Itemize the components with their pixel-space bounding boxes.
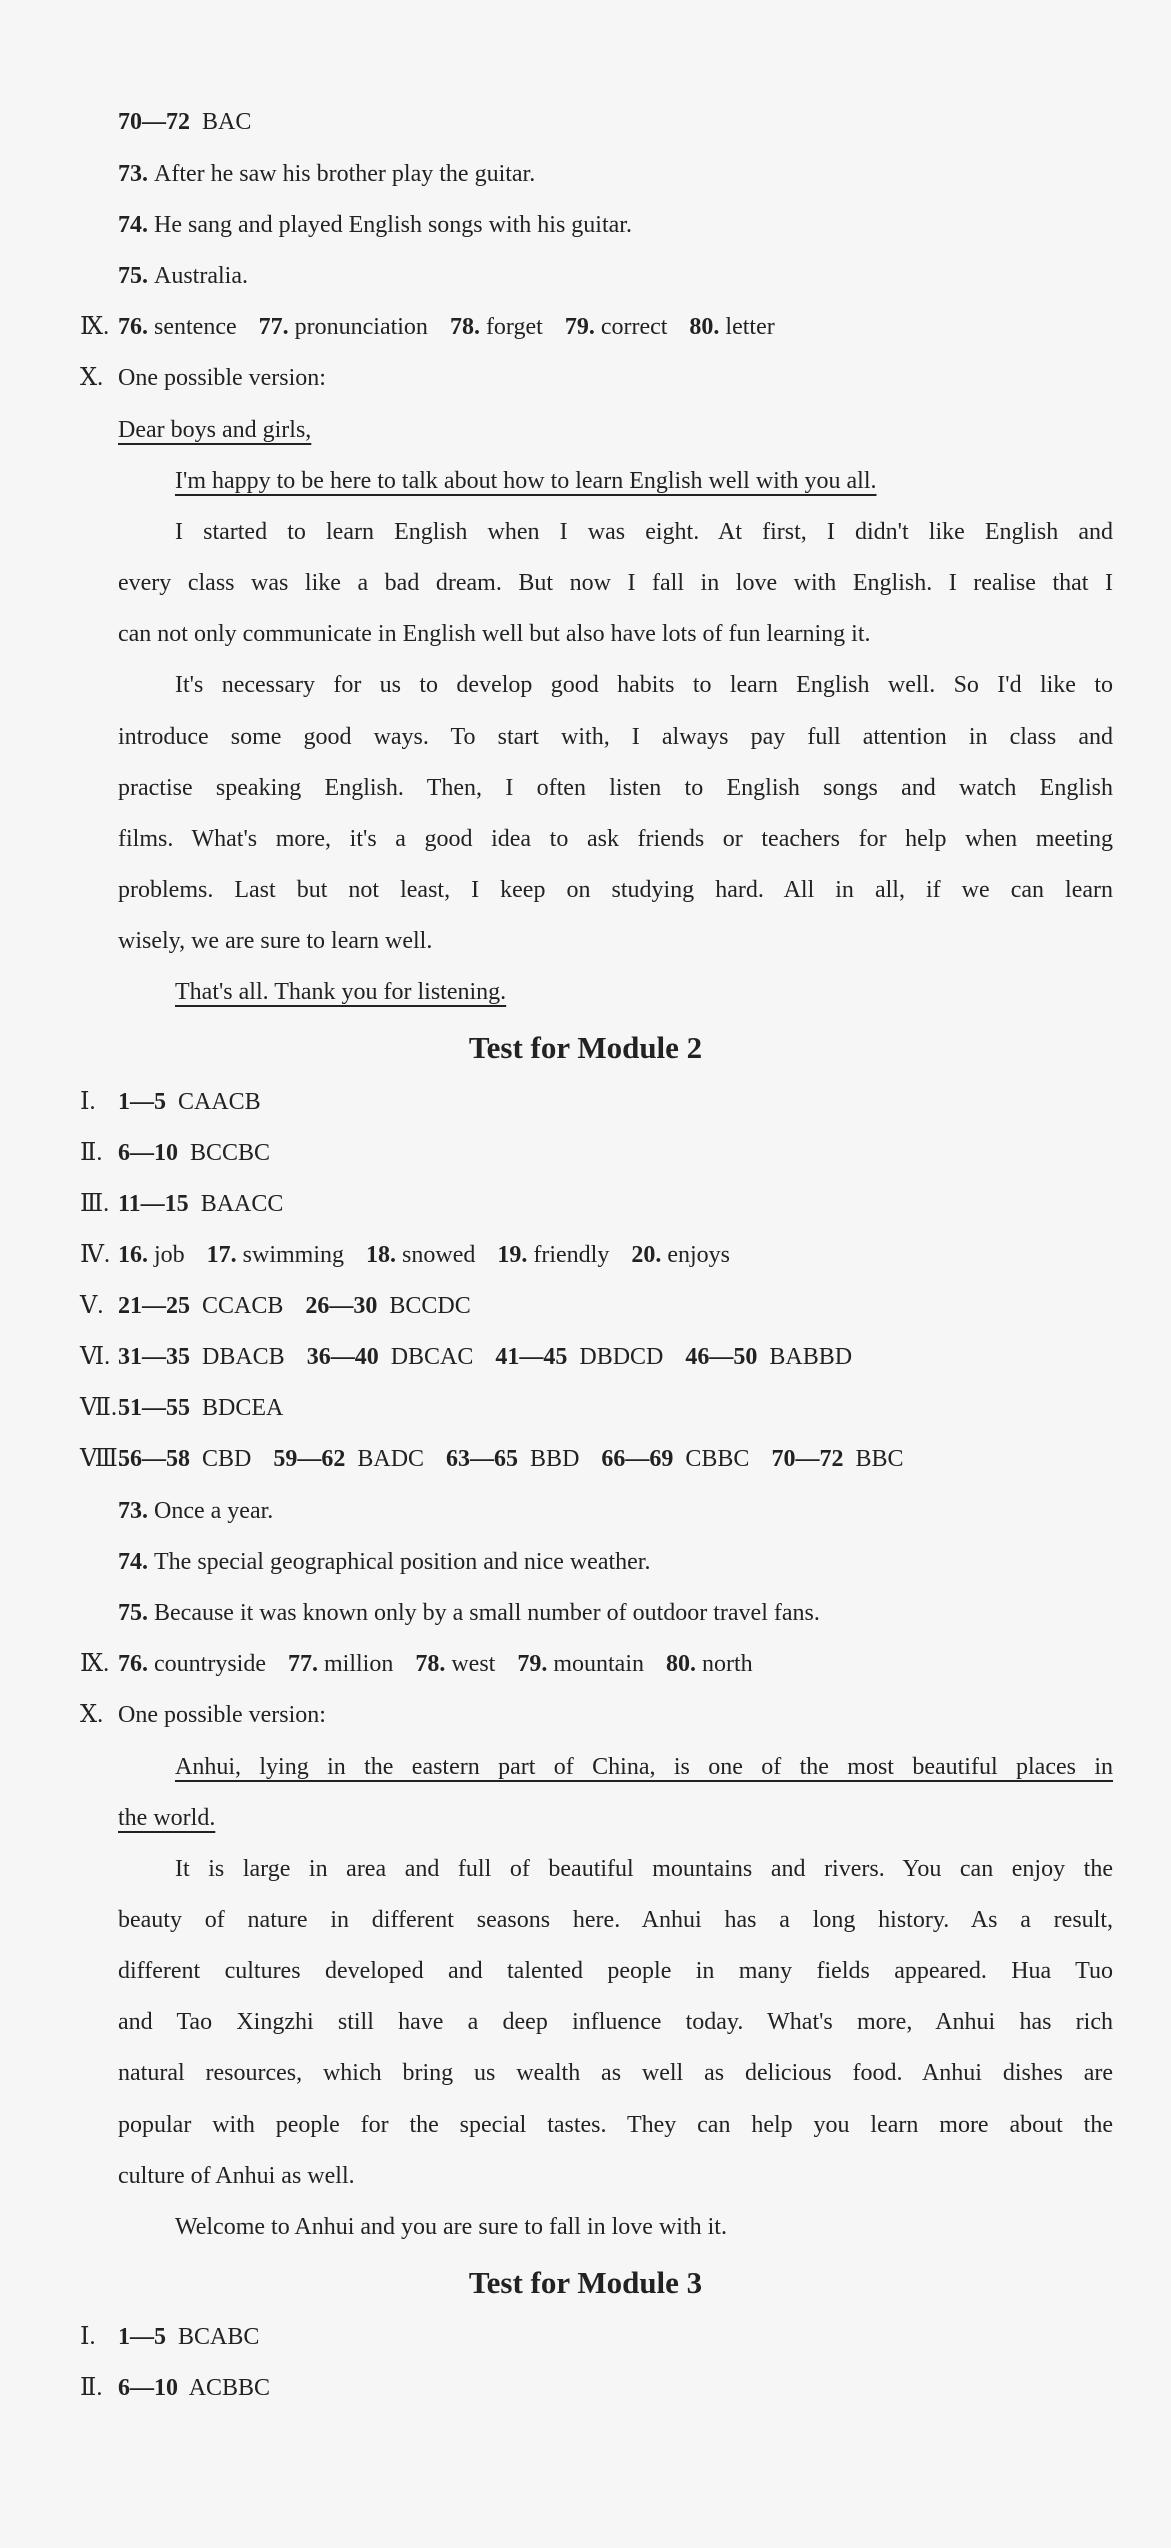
essay-line: popular with people for the special tastes. They can help you learn more about the bbox=[118, 2112, 1113, 2138]
answer-line-i: Ⅰ. 1—5 BCABC bbox=[80, 2324, 260, 2350]
essay-line: can not only communicate in English well but also have lots of fun learning it. bbox=[118, 621, 871, 647]
answer-line-ii: Ⅱ. 6—10 BCCBC bbox=[80, 1140, 271, 1166]
answer-line-74: 74. The special geographical position and nice weather. bbox=[118, 1549, 651, 1575]
essay-line: I started to learn English when I was eight. At first, I didn't like English and bbox=[175, 519, 1113, 545]
essay-greeting: Dear boys and girls, bbox=[118, 417, 312, 443]
section-x-line: Ⅹ. One possible version: bbox=[80, 365, 326, 391]
answer-line-vii: Ⅶ.51—55 BDCEA bbox=[80, 1395, 284, 1421]
essay-closing: Welcome to Anhui and you are sure to fall in love with it. bbox=[175, 2214, 727, 2240]
answer-line-iii: Ⅲ. 11—15 BAACC bbox=[80, 1191, 284, 1217]
essay-line: beauty of nature in different seasons here. Anhui has a long history. As a result, bbox=[118, 1907, 1113, 1933]
answer-line-viii: Ⅷ.56—58 CBD 59—62 BADC 63—65 BBD 66—69 CBBC 70—72 BBC bbox=[80, 1446, 904, 1472]
answer-line-73: 73. After he saw his brother play the guitar. bbox=[118, 161, 536, 187]
essay-line: It is large in area and full of beautiful mountains and rivers. You can enjoy the bbox=[175, 1856, 1113, 1882]
essay-line: and Tao Xingzhi still have a deep influence today. What's more, Anhui has rich bbox=[118, 2009, 1113, 2035]
essay-line: every class was like a bad dream. But now I fall in love with English. I realise that I bbox=[118, 570, 1113, 596]
essay-line: introduce some good ways. To start with, I always pay full attention in class and bbox=[118, 724, 1113, 750]
answer-line-75: 75. Because it was known only by a small number of outdoor travel fans. bbox=[118, 1600, 820, 1626]
essay-opening: Anhui, lying in the eastern part of China, is one of the most beautiful places in bbox=[175, 1754, 1113, 1780]
section-ix-line: Ⅸ. 76. sentence 77. pronunciation 78. forget 79. correct 80. letter bbox=[80, 314, 775, 340]
module-2-title: Test for Module 2 bbox=[468, 1030, 703, 1065]
module-3-title: Test for Module 3 bbox=[468, 2265, 703, 2300]
answer-line-v: Ⅴ. 21—25 CCACB 26—30 BCCDC bbox=[80, 1293, 471, 1319]
essay-line: It's necessary for us to develop good habits to learn English well. So I'd like to bbox=[175, 672, 1113, 698]
essay-line: natural resources, which bring us wealth as well as delicious food. Anhui dishes are bbox=[118, 2060, 1113, 2086]
answer-line-x: Ⅹ. One possible version: bbox=[80, 1702, 326, 1728]
answer-line-74: 74. He sang and played English songs with his guitar. bbox=[118, 212, 632, 238]
essay-line: practise speaking English. Then, I often listen to English songs and watch English bbox=[118, 775, 1113, 801]
essay-line: problems. Last but not least, I keep on studying hard. All in all, if we can learn bbox=[118, 877, 1113, 903]
essay-line: culture of Anhui as well. bbox=[118, 2163, 355, 2189]
essay-opening-cont: the world. bbox=[118, 1805, 216, 1831]
answer-line-ix: Ⅸ. 76. countryside 77. million 78. west 79. mountain 80. north bbox=[80, 1651, 753, 1677]
answer-line-73: 73. Once a year. bbox=[118, 1498, 274, 1524]
essay-line: wisely, we are sure to learn well. bbox=[118, 928, 433, 954]
answer-line-ii: Ⅱ. 6—10 ACBBC bbox=[80, 2375, 271, 2401]
answer-line-vi: Ⅵ. 31—35 DBACB 36—40 DBCAC 41—45 DBDCD 46—50 BABBD bbox=[80, 1344, 853, 1370]
answer-line-i: Ⅰ. 1—5 CAACB bbox=[80, 1089, 261, 1115]
essay-opening: I'm happy to be here to talk about how to learn English well with you all. bbox=[175, 468, 877, 494]
answer-line-iv: Ⅳ. 16. job 17. swimming 18. snowed 19. friendly 20. enjoys bbox=[80, 1242, 730, 1268]
essay-line: films. What's more, it's a good idea to ask friends or teachers for help when meeting bbox=[118, 826, 1113, 852]
essay-closing: That's all. Thank you for listening. bbox=[175, 979, 507, 1005]
essay-line: different cultures developed and talented people in many fields appeared. Hua Tuo bbox=[118, 1958, 1113, 1984]
answer-line-75: 75. Australia. bbox=[118, 263, 248, 289]
answer-line-70-72: 70—72 BAC bbox=[118, 109, 252, 135]
